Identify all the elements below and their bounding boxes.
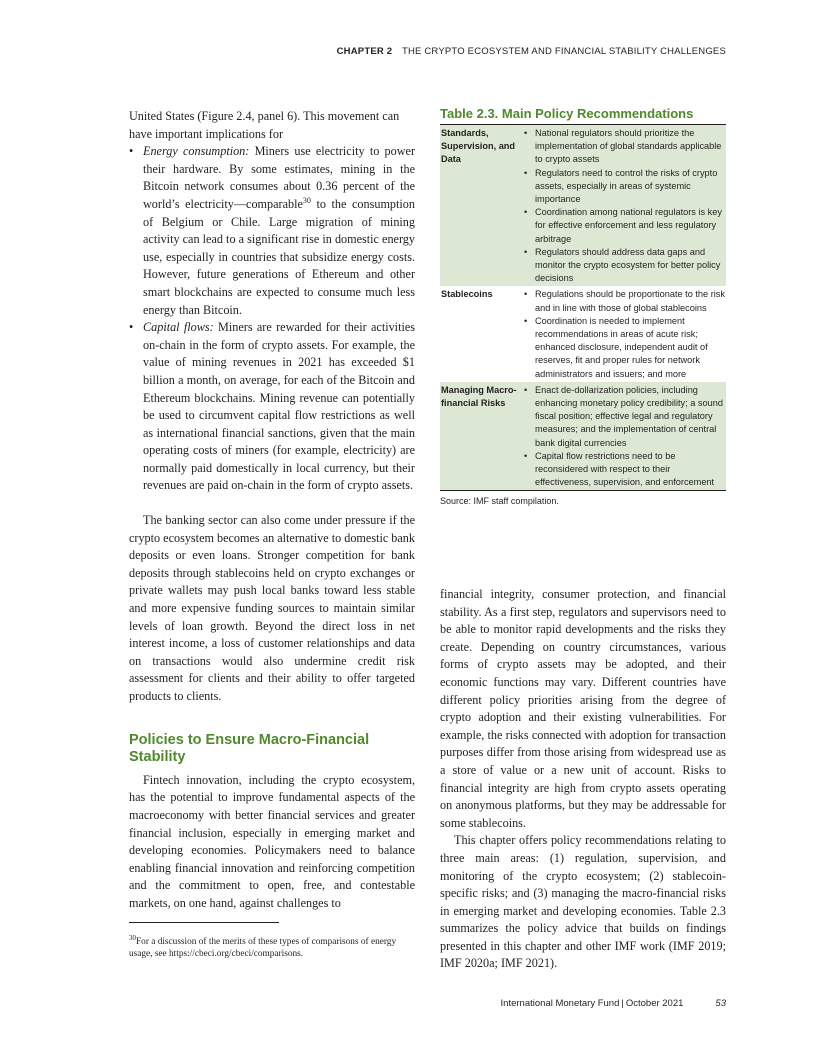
- footnote: [129, 933, 415, 960]
- bullet-term: Energy consumption:: [143, 144, 250, 159]
- section-heading: Policies to Ensure Macro-Financial Stability: [129, 731, 370, 766]
- bullet-term: Capital flows:: [143, 320, 214, 335]
- table-title: Table 2.3. Main Policy Recommendations: [440, 106, 726, 125]
- fintech-paragraph: Fintech innovation, including the crypto ecosystem, has the potential to improve fundamental aspects of the macroeconomy with better financial services and greater financial inclusion, especially in emerging market and developing economies. Policymakers need to balance enabling financial innovation and reinforcing competition and the commitment to open, free, and contestable markets, on one hand, against challenges to: [129, 772, 415, 910]
- table-item: • Coordination among national regulators is key for effective enforcement and less regulatory arbitrage: [522, 206, 726, 246]
- table-row-category: Standards, Supervision, and Data: [441, 128, 516, 165]
- table-item: • Enact de-dollarization policies, including enhancing monetary policy credibility; a sound fiscal position; effective legal and regulatory measures; and the implementation of central bank digital currencies: [522, 384, 726, 450]
- table-row-macro-financial: [440, 382, 726, 491]
- bullet-capital-flows: [129, 319, 415, 495]
- table-row-category: Managing Macro-financial Risks: [441, 384, 517, 409]
- footnote-ref: 30: [302, 195, 311, 205]
- running-header: [337, 46, 726, 57]
- bullet-text: Miners are rewarded for their activities on-chain in the form of crypto assets. For example, the value of mining revenues in 2021 has exceeded $1 billion a month, on average, for each of the Bitcoin and Ethereum blockchains. Mining revenue can potentially be used to circumvent capital flow restrictions as well as international financial sanctions, given that the main operating costs of miners (for example, electricity) are normally paid domestically in local currency, but their revenues are paid on-chain in the form of crypto assets.: [143, 320, 415, 493]
- chapter-title: THE CRYPTO ECOSYSTEM AND FINANCIAL STABILITY CHALLENGES: [401, 46, 726, 57]
- footer-divider: |: [621, 998, 624, 1009]
- table-row-stablecoins: [440, 286, 726, 381]
- table-item: • Coordination is needed to implement recommendations in areas of acute risk; enhanced disclosure, independent audit of reserves, fit and proper rules for network administrators and issuers; and more: [522, 315, 726, 381]
- table-row-category: Stablecoins: [441, 289, 493, 300]
- footnote-number: 30: [129, 933, 136, 942]
- left-column: [129, 108, 415, 913]
- intro-paragraph: United States (Figure 2.4, panel 6). This movement can have important implications for: [129, 109, 400, 141]
- bullet-text-cont: to the consumption of Belgium or Chile. Large migration of mining activity can lead to a significant rise in domestic energy use, especially in countries that subsidize energy costs. However, future generations of Ethereum and other smart blockchains are expected to consume much less energy than Bitcoin.: [143, 196, 415, 317]
- table-item: • National regulators should prioritize the implementation of global standards applicable to crypto assets: [522, 127, 726, 167]
- page-footer: [501, 998, 726, 1009]
- table-item: • Regulations should be proportionate to the risk and in line with those of global stablecoins: [522, 288, 726, 314]
- implications-list: [129, 143, 415, 495]
- footnote-text: For a discussion of the merits of these types of comparisons of energy usage, see https://cbeci.org/cbeci/comparisons.: [129, 937, 397, 959]
- footnote-divider: [129, 922, 279, 923]
- bullet-energy-consumption: [129, 143, 415, 319]
- chapter-label: CHAPTER 2: [336, 46, 393, 57]
- table-row-standards: [440, 125, 726, 286]
- footer-date: October 2021: [625, 998, 684, 1009]
- table-row-items: [522, 127, 726, 285]
- table-item: • Regulators should address data gaps and monitor the crypto ecosystem for better policy decisions: [522, 246, 726, 286]
- continuation-paragraph: financial integrity, consumer protection, and financial stability. As a first step, regulators and supervisors need to be able to monitor rapid developments and the risks they create. Depending on country circumstances, various forms of crypto assets may be adopted, and their economic functions may vary. Different countries have different policy priorities arising from the degree of crypto adoption and their existing vulnerabilities. For example, the risks connected with adoption for transaction purposes differ from those arising from widespread use as a store of value or a new unit of account. Risks to financial integrity are high from crypto assets operating on anonymous platforms, but they may be addressable for some stablecoins.: [440, 587, 726, 830]
- table-row-items: [522, 288, 726, 380]
- policy-table: [440, 106, 726, 506]
- right-column: [440, 586, 726, 973]
- footer-publisher: International Monetary Fund: [500, 998, 620, 1009]
- page-number: 53: [715, 998, 726, 1009]
- chapter-paragraph: This chapter offers policy recommendations relating to three main areas: (1) regulation, supervision, and monitoring of the crypto ecosystem; (2) stablecoin-specific risks; and (3) managing the macro-financial risks in emerging market and developing economies. Table 2.3 summarizes the policy advice that builds on findings presented in this chapter and other IMF work (IMF 2019; IMF 2020a; IMF 2021).: [440, 833, 726, 971]
- banking-paragraph: The banking sector can also come under pressure if the crypto ecosystem becomes an alternative to domestic bank deposits or even loans. Stronger competition for bank deposits through stablecoins held on crypto exchanges or private wallets may push local banks toward less stable and more expensive funding sources to maintain similar levels of loan growth. Beyond the direct loss in net interest income, a loss of customer relationships and data on transactions would also undermine credit risk assessment for clients and their ability to offer targeted products to clients.: [129, 513, 415, 703]
- table-item: • Regulators need to control the risks of crypto assets, especially in areas of systemic importance: [522, 167, 726, 207]
- table-item: • Capital flow restrictions need to be reconsidered with respect to their effectiveness, supervision, and enforcement: [522, 450, 726, 490]
- table-bottom-rule: [440, 490, 726, 491]
- table-row-items: [522, 384, 726, 490]
- table-source: Source: IMF staff compilation.: [440, 496, 559, 507]
- bullet-text: Miners use electricity to power their hardware. By some estimates, mining in the Bitcoin network consumes about 0.36 percent of the world’s electricity—comparable: [143, 144, 415, 211]
